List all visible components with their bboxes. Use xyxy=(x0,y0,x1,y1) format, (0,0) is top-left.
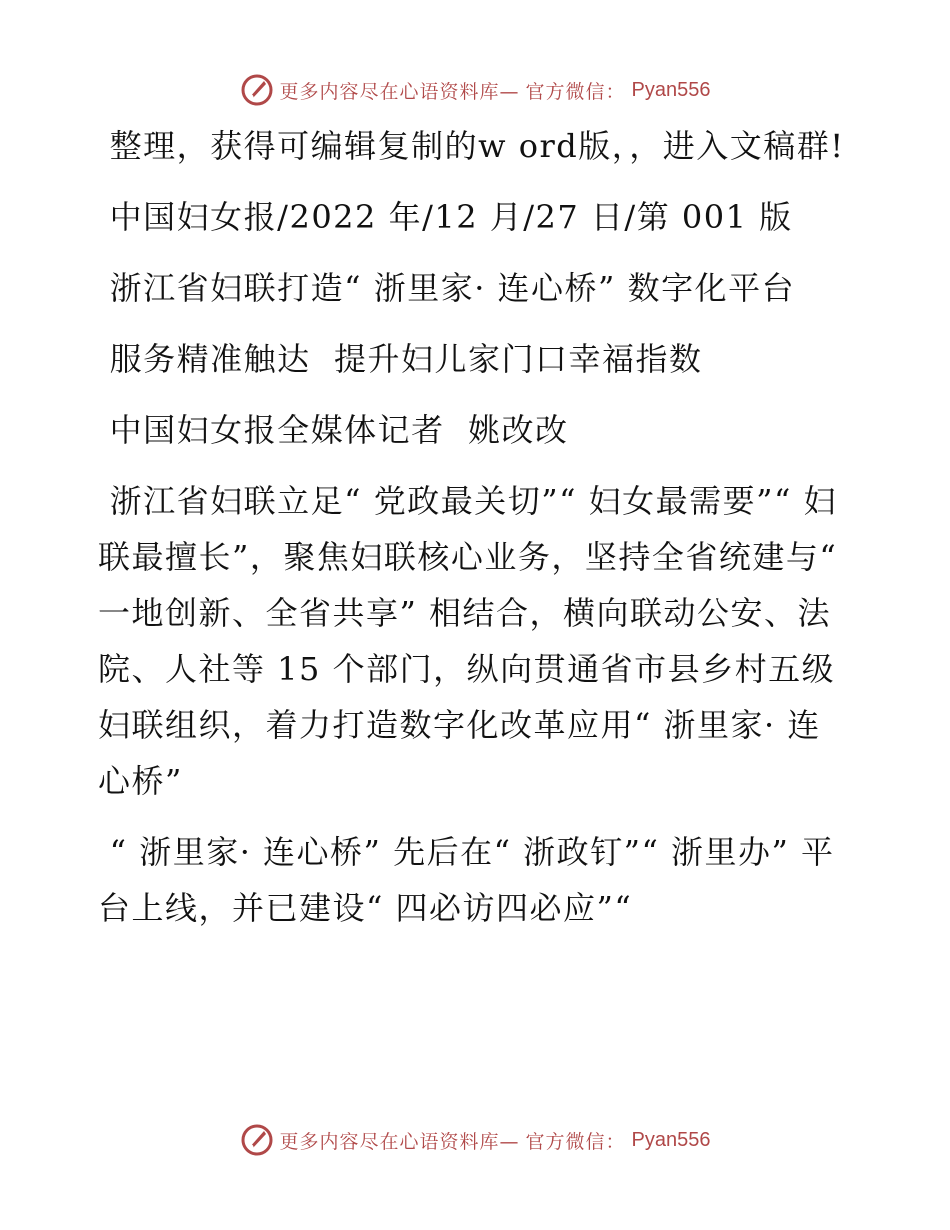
quill-logo-icon xyxy=(240,73,274,107)
footer-contact-id: Pyan556 xyxy=(631,1128,711,1151)
article-headline: 浙江省妇联打造“ 浙里家· 连心桥” 数字化平台 xyxy=(98,269,796,307)
header-contact-label: 官方微信： xyxy=(525,80,626,103)
article-byline: 中国妇女报全媒体记者 姚改改 xyxy=(98,411,569,449)
article-subheadline: 服务精准触达 提升妇儿家门口幸福指数 xyxy=(98,340,703,378)
footer-watermark xyxy=(0,1120,950,1160)
article-paragraph: 浙江省妇联立足“ 党政最关切”“ 妇女最需要”“ 妇联最擅长”，聚焦妇联核心业务，坚持全省统建与“ 一地创新、全省共享” 相结合，横向联动公安、法院、人社等 15 个部门，纵向贯通省市县乡村五级妇联组织，着力打造数字化改革应用“ 浙里家· 连心桥” xyxy=(98,482,849,800)
quill-logo-icon xyxy=(240,1123,274,1157)
header-watermark xyxy=(0,70,950,110)
header-site-text: 更多内容尽在心语资料库— xyxy=(279,80,520,103)
paragraph-source: 中国妇女报/2022 年/12 月/27 日/第 001 版 xyxy=(98,198,793,236)
footer-contact-label: 官方微信： xyxy=(525,1130,626,1153)
footer-site-text: 更多内容尽在心语资料库— xyxy=(279,1130,520,1153)
paragraph-intro: 整理，获得可编辑复制的w ord版，，进入文稿群! xyxy=(98,127,845,165)
header-contact-id: Pyan556 xyxy=(631,78,711,101)
article-paragraph: “ 浙里家· 连心桥” 先后在“ 浙政钉”“ 浙里办” 平台上线，并已建设“ 四必访四必应”“ xyxy=(98,833,835,927)
document-body xyxy=(98,118,850,951)
